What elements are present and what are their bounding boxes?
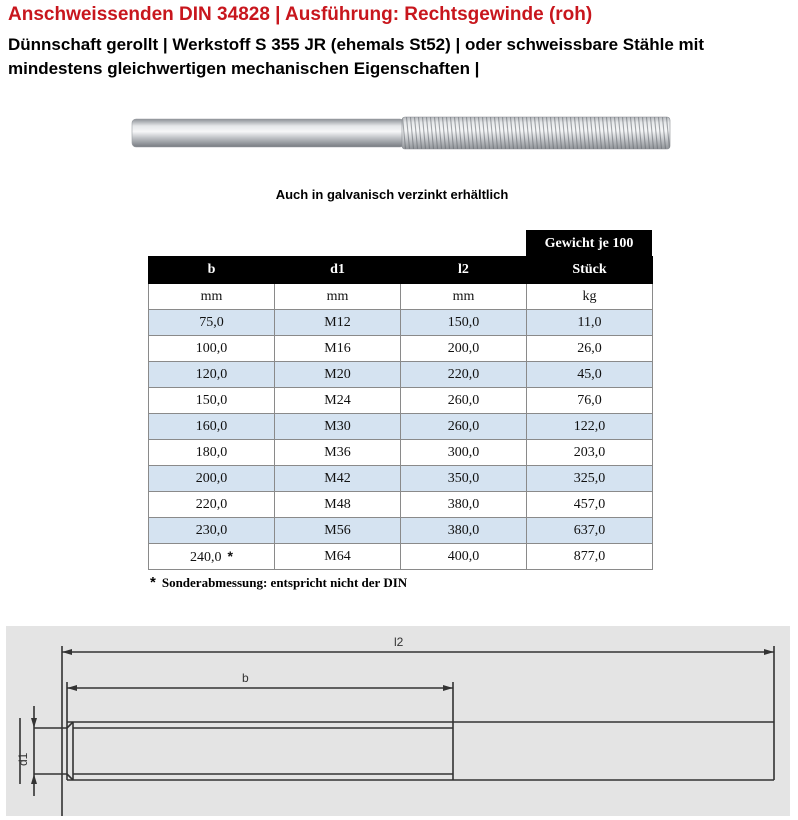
unit-b: mm bbox=[149, 284, 275, 310]
table-cell bbox=[149, 362, 275, 388]
cell-value: 11,0 bbox=[577, 314, 602, 330]
table-cell bbox=[527, 362, 653, 388]
table-cell bbox=[527, 336, 653, 362]
table-cell bbox=[275, 336, 401, 362]
table-cell bbox=[149, 414, 275, 440]
weight-header: Gewicht je 100 bbox=[526, 230, 652, 257]
table-cell bbox=[401, 492, 527, 518]
table-cell bbox=[149, 336, 275, 362]
table-row bbox=[149, 492, 653, 518]
table-cell bbox=[401, 518, 527, 544]
table-cell bbox=[401, 440, 527, 466]
cell-value: 260,0 bbox=[447, 392, 480, 408]
cell-value: 100,0 bbox=[195, 340, 228, 356]
table-row bbox=[149, 414, 653, 440]
table-cell bbox=[149, 440, 275, 466]
table-cell bbox=[401, 544, 527, 570]
table-row bbox=[149, 336, 653, 362]
dimension-table bbox=[148, 256, 653, 570]
cell-value: 120,0 bbox=[195, 366, 228, 382]
cell-value: 160,0 bbox=[195, 418, 228, 434]
footnote-text: Sonderabmessung: entspricht nicht der DIN bbox=[161, 575, 408, 590]
table-row bbox=[149, 466, 653, 492]
table-cell bbox=[275, 310, 401, 336]
table-cell bbox=[401, 310, 527, 336]
table-row bbox=[149, 518, 653, 544]
table-cell bbox=[401, 388, 527, 414]
table-cell bbox=[401, 466, 527, 492]
table-cell bbox=[275, 518, 401, 544]
footnote-star: * bbox=[150, 574, 156, 591]
cell-value: 76,0 bbox=[577, 392, 602, 408]
galvanized-note: Auch in galvanisch verzinkt erhältlich bbox=[275, 187, 509, 202]
cell-value: 26,0 bbox=[577, 340, 602, 356]
cell-value: 300,0 bbox=[447, 444, 480, 460]
table-cell bbox=[275, 362, 401, 388]
cell-value: 637,0 bbox=[573, 522, 606, 538]
table-cell bbox=[401, 336, 527, 362]
label-l2: l2 bbox=[394, 635, 404, 649]
table-cell bbox=[149, 492, 275, 518]
header-d1: d1 bbox=[275, 257, 401, 284]
cell-value: M48 bbox=[324, 496, 351, 512]
table-row bbox=[149, 310, 653, 336]
table-cell bbox=[527, 544, 653, 570]
table-row bbox=[149, 388, 653, 414]
table-cell bbox=[401, 362, 527, 388]
technical-drawing bbox=[6, 626, 790, 816]
cell-value: 122,0 bbox=[573, 418, 606, 434]
special-size-star: * bbox=[227, 547, 233, 564]
cell-value: 230,0 bbox=[195, 522, 228, 538]
table-cell bbox=[527, 414, 653, 440]
table-cell bbox=[275, 466, 401, 492]
cell-value: M12 bbox=[324, 314, 351, 330]
table-row bbox=[149, 544, 653, 570]
footnote bbox=[150, 574, 407, 591]
page-title: Anschweissenden DIN 34828 | Ausführung: Rechtsgewinde (roh) bbox=[8, 4, 593, 25]
cell-value: M42 bbox=[324, 470, 351, 486]
cell-value: 200,0 bbox=[195, 470, 228, 486]
table-cell bbox=[149, 544, 275, 570]
cell-value: 220,0 bbox=[195, 496, 228, 512]
cell-value: 380,0 bbox=[447, 522, 480, 538]
header-weight: Stück bbox=[527, 257, 653, 284]
table-cell bbox=[275, 492, 401, 518]
table-cell bbox=[527, 492, 653, 518]
cell-value: 240,0 bbox=[190, 549, 222, 565]
threaded-rod-image bbox=[130, 112, 675, 154]
cell-value: 325,0 bbox=[573, 470, 606, 486]
label-d1: d1 bbox=[16, 752, 30, 766]
cell-value: 400,0 bbox=[447, 548, 480, 564]
table-row bbox=[149, 362, 653, 388]
header-b: b bbox=[149, 257, 275, 284]
label-b: b bbox=[242, 671, 249, 685]
cell-value: 457,0 bbox=[573, 496, 606, 512]
cell-value: 150,0 bbox=[447, 314, 480, 330]
cell-value: M30 bbox=[324, 418, 351, 434]
table-header-row bbox=[149, 257, 653, 284]
cell-value: 180,0 bbox=[195, 444, 228, 460]
units-row bbox=[149, 284, 653, 310]
cell-value: 150,0 bbox=[195, 392, 228, 408]
cell-value: 220,0 bbox=[447, 366, 480, 382]
cell-value: M16 bbox=[324, 340, 351, 356]
unit-l2: mm bbox=[401, 284, 527, 310]
cell-value: M64 bbox=[324, 548, 351, 564]
table-cell bbox=[275, 414, 401, 440]
table-cell bbox=[275, 440, 401, 466]
table-cell bbox=[149, 388, 275, 414]
header-l2: l2 bbox=[401, 257, 527, 284]
page-subtitle: Dünnschaft gerollt | Werkstoff S 355 JR (ehemals St52) | oder schweissbare Stähle mit mindestens gleichwertigen mechanischen Eigenschaften | bbox=[8, 35, 705, 78]
unit-d1: mm bbox=[275, 284, 401, 310]
cell-value: 260,0 bbox=[447, 418, 480, 434]
table-row bbox=[149, 440, 653, 466]
table-cell bbox=[149, 518, 275, 544]
cell-value: M36 bbox=[324, 444, 351, 460]
cell-value: 203,0 bbox=[573, 444, 606, 460]
table-cell bbox=[401, 414, 527, 440]
cell-value: 350,0 bbox=[447, 470, 480, 486]
table-cell bbox=[149, 310, 275, 336]
table-cell bbox=[149, 466, 275, 492]
table-cell bbox=[527, 310, 653, 336]
table-cell bbox=[527, 440, 653, 466]
table-cell bbox=[527, 518, 653, 544]
cell-value: 877,0 bbox=[573, 548, 606, 564]
table-cell bbox=[275, 544, 401, 570]
table-cell bbox=[527, 388, 653, 414]
cell-value: M24 bbox=[324, 392, 351, 408]
cell-value: 200,0 bbox=[447, 340, 480, 356]
cell-value: 380,0 bbox=[447, 496, 480, 512]
unit-weight: kg bbox=[527, 284, 653, 310]
cell-value: M56 bbox=[324, 522, 351, 538]
table-cell bbox=[275, 388, 401, 414]
table-cell bbox=[527, 466, 653, 492]
cell-value: 75,0 bbox=[199, 314, 224, 330]
cell-value: M20 bbox=[324, 366, 351, 382]
cell-value: 45,0 bbox=[577, 366, 602, 382]
